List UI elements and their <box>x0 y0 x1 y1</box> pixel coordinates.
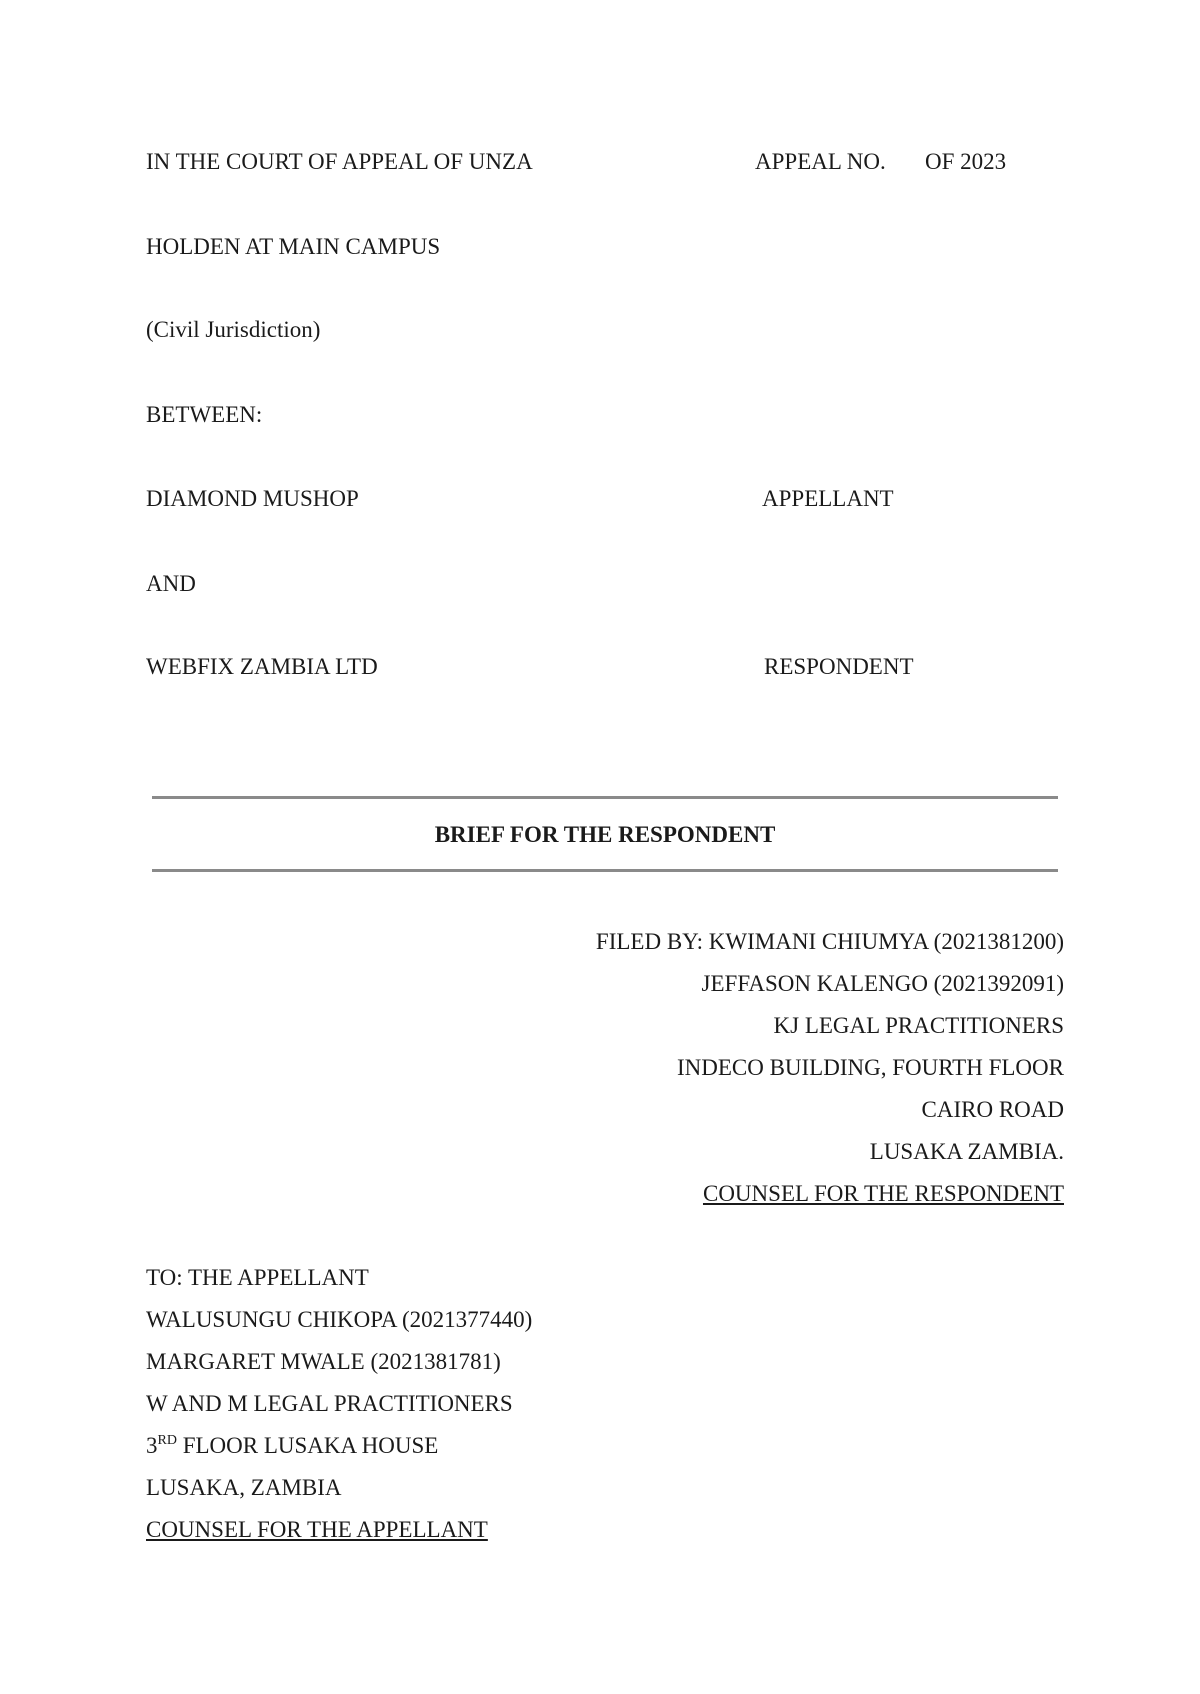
to-line: W AND M LEGAL PRACTITIONERS <box>146 1391 513 1416</box>
to-line: TO: THE APPELLANT <box>146 1265 369 1290</box>
counsel-for-appellant: COUNSEL FOR THE APPELLANT <box>146 1517 488 1542</box>
bottom-divider <box>152 869 1058 872</box>
filed-by-line: FILED BY: KWIMANI CHIUMYA (2021381200) <box>595 929 1064 954</box>
respondent-role: RESPONDENT <box>764 654 914 679</box>
floor-number: 3 <box>146 1433 158 1458</box>
document-title: BRIEF FOR THE RESPONDENT <box>434 822 776 847</box>
between-label: BETWEEN: <box>146 402 263 427</box>
appellant-role: APPELLANT <box>762 486 894 511</box>
filed-by-line: JEFFASON KALENGO (2021392091) <box>701 971 1064 996</box>
filed-by-line: INDECO BUILDING, FOURTH FLOOR <box>676 1055 1064 1080</box>
filed-by-line: CAIRO ROAD <box>921 1097 1064 1122</box>
filed-by-line: LUSAKA ZAMBIA. <box>869 1139 1064 1164</box>
court-name: IN THE COURT OF APPEAL OF UNZA <box>146 149 533 174</box>
appeal-year: OF 2023 <box>925 149 1007 174</box>
and-label: AND <box>146 571 196 596</box>
respondent-name: WEBFIX ZAMBIA LTD <box>146 654 378 679</box>
appellant-name: DIAMOND MUSHOP <box>146 486 359 511</box>
counsel-for-respondent: COUNSEL FOR THE RESPONDENT <box>702 1181 1064 1206</box>
appellant-city: LUSAKA, ZAMBIA <box>146 1475 342 1500</box>
floor-building: FLOOR LUSAKA HOUSE <box>176 1433 439 1458</box>
to-line: WALUSUNGU CHIKOPA (2021377440) <box>146 1307 533 1332</box>
floor-ordinal-suffix: RD <box>157 1433 177 1448</box>
to-line: MARGARET MWALE (2021381781) <box>146 1349 501 1374</box>
holden-location: HOLDEN AT MAIN CAMPUS <box>146 234 441 259</box>
floor-address <box>146 1434 438 1457</box>
top-divider <box>152 796 1058 799</box>
appeal-number-label: APPEAL NO. <box>755 149 886 174</box>
filed-by-line: KJ LEGAL PRACTITIONERS <box>773 1013 1064 1038</box>
jurisdiction: (Civil Jurisdiction) <box>146 317 321 342</box>
